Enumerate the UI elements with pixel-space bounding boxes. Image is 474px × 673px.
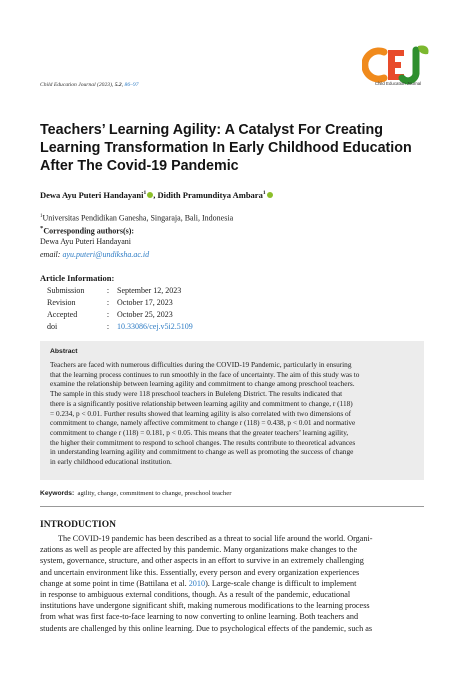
article-info-value: September 12, 2023 — [117, 286, 182, 295]
author-list — [40, 190, 273, 200]
article-info-row — [47, 321, 193, 333]
introduction-line: and uncertain environment like this. Essentially, every person and every organization experiences — [40, 567, 360, 577]
journal-reference-prefix: Child Education Journal (2023), — [40, 82, 115, 88]
introduction-text-segment: ). Large-scale change is difficult to implement — [205, 578, 357, 588]
abstract-heading: Abstract — [50, 348, 78, 355]
abstract-line: commitment to change r (118) = 0.181, p < 0.05. This means that the greater teachers’ learning agility, — [50, 427, 349, 437]
introduction-line: The COVID-19 pandemic has been described as a threat to social life around the world. Organi- — [58, 534, 373, 543]
introduction-line: students are challenged by this online learning. Due to psychological effects of the pandemic, such as — [40, 623, 373, 633]
article-info-key: doi — [47, 322, 58, 331]
logo-letter-c — [365, 51, 384, 79]
journal-pages-separator: , — [121, 82, 125, 88]
introduction-line: institutions have undergone significant shift, making numerous modifications to the learning process — [40, 601, 370, 611]
introduction-line: system, governance, structure, and other aspects in an effort to survive in an extremely challenging — [40, 556, 364, 566]
author-affiliation-marker: 1 — [143, 190, 147, 197]
author-affiliation-marker: 1 — [262, 190, 266, 197]
paper-title-line: After The Covid-19 Pandemic — [40, 158, 239, 174]
article-info-colon: : — [106, 286, 110, 295]
article-info-colon: : — [106, 310, 110, 319]
abstract-line: the higher their commitment to respond to school changes. The results contribute to theoretical advances — [50, 437, 356, 447]
affiliation-marker: 1 — [40, 214, 43, 219]
introduction-text — [40, 533, 428, 634]
article-info-key: Accepted — [47, 310, 78, 319]
introduction-line: from what was first face-to-face learning to now converting to online learning. Both teachers and — [40, 612, 359, 622]
abstract-line: in early childhood educational institution. — [50, 457, 172, 467]
author-name: Didith Pramunditya Ambara — [157, 190, 263, 200]
introduction-heading: INTRODUCTION — [40, 520, 117, 530]
article-info-table — [47, 285, 193, 333]
orcid-icon[interactable] — [267, 192, 273, 198]
abstract-line: examine the relationship between learning agility and commitment to change among preschool teachers. — [50, 379, 355, 389]
article-info-colon: : — [106, 322, 110, 331]
corresponding-star: * — [40, 225, 44, 232]
corresponding-label-text: Corresponding authors(s): — [43, 226, 135, 236]
paper-title — [40, 121, 440, 175]
author-name: Dewa Ayu Puteri Handayani — [40, 190, 144, 200]
article-info-row — [47, 309, 193, 321]
doi-link[interactable]: 10.33086/cej.v5i2.5109 — [117, 322, 193, 331]
article-info-row — [47, 297, 193, 309]
abstract-text — [50, 360, 418, 467]
paper-title-line: Learning Transformation In Early Childhood Education — [40, 140, 412, 156]
introduction-text-segment: change at some point in time (Battilana et al. — [40, 578, 189, 588]
citation-link[interactable]: 2010 — [188, 578, 206, 588]
introduction-line — [40, 578, 428, 589]
abstract-line: in understanding learning agility and commitment to change as well as promoting the success of change — [50, 447, 354, 457]
journal-reference — [40, 82, 139, 88]
email-link[interactable]: ayu.puteri@undiksha.ac.id — [62, 250, 150, 259]
article-info-value: October 25, 2023 — [117, 310, 173, 319]
corresponding-name: Dewa Ayu Puteri Handayani — [40, 237, 132, 246]
article-info-key: Submission — [47, 286, 85, 295]
journal-pages-link[interactable]: 86–97 — [124, 82, 139, 88]
keywords — [40, 490, 231, 497]
affiliation — [40, 212, 233, 224]
article-info-heading: Article Information: — [40, 273, 115, 283]
keywords-divider — [40, 506, 424, 507]
abstract-line: Teachers are faced with numerous difficulties during the COVID-19 Pandemic, particularly in ensuring — [50, 360, 352, 369]
keywords-text: agility, change, commitment to change, preschool teacher — [77, 490, 232, 497]
introduction-line: zations as well as people are affected by this pandemic. Many organizations make changes to the — [40, 545, 358, 555]
abstract-line: The sample in this study were 118 preschool teachers in Buleleng District. The results indicated that — [50, 389, 343, 399]
corresponding-email — [40, 250, 149, 259]
introduction-line: in response to ambiguous external conditions, though. As a result of the pandemic, educational — [40, 590, 351, 600]
keywords-label: Keywords: — [40, 490, 75, 497]
logo-leaf-icon — [418, 45, 429, 54]
abstract-line: commitment to change, namely affective commitment to change r (118) = 0.438, p < 0.01 and normative — [50, 418, 356, 428]
abstract-line: there is a significantly positive relationship between learning agility and commitment to change, r (118) — [50, 398, 353, 408]
journal-volume: 5.2 — [114, 82, 122, 88]
author-separator: , — [153, 190, 158, 200]
article-info-key: Revision — [47, 298, 76, 307]
article-info-value: October 17, 2023 — [117, 298, 173, 307]
logo-subtitle: Child Education Journal — [374, 81, 422, 86]
article-info-colon: : — [106, 298, 110, 307]
abstract-line: = 0.234, p < 0.01. Further results showed that learning agility is also correlated with two dimensions of — [50, 408, 352, 418]
abstract-line: that the learning process continues to run smoothly in the face of uncertainty. The aim of this study was to — [50, 369, 360, 379]
logo-letter-j — [402, 50, 416, 81]
corresponding-label — [40, 225, 134, 236]
paper-title-line: Teachers’ Learning Agility: A Catalyst For Creating — [40, 122, 383, 138]
affiliation-text: Universitas Pendidikan Ganesha, Singaraja, Bali, Indonesia — [42, 213, 234, 223]
email-label: email: — [40, 250, 63, 259]
article-info-row — [47, 285, 193, 297]
